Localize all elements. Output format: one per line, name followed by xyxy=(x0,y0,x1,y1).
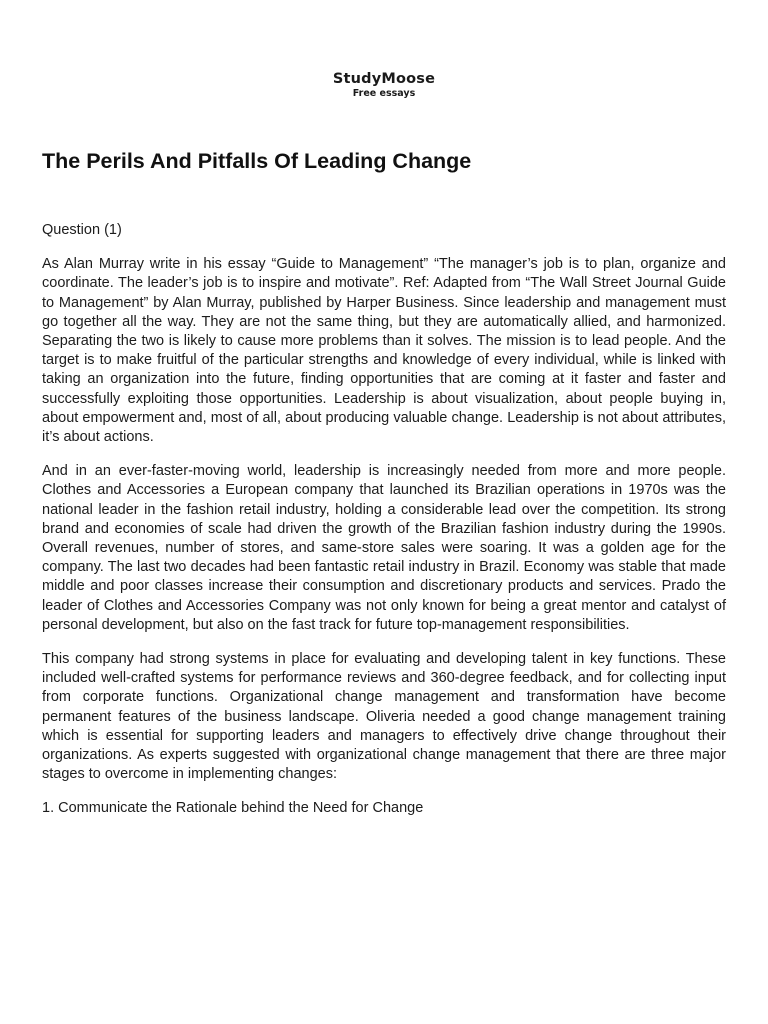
body-paragraph: This company had strong systems in place for evaluating and developing talent in key functions. These included well-crafted systems for performance reviews and 360-degree feedback, and for collecting input from corporate functions. Organizational change management and transformation have become permanent features of the business landscape. Oliveria needed a good change management training which is essential for supporting leaders and managers to effectively drive change throughout their organizations. As experts suggested with organizational change management that there are three major stages to overcome in implementing changes: xyxy=(42,651,726,783)
brand-header xyxy=(0,70,768,100)
brand-tagline: Free essays xyxy=(352,88,416,99)
body-paragraph: And in an ever-faster-moving world, leadership is increasingly needed from more and more people. Clothes and Accessories a European company that launched its Brazilian operations in 1970s was the national leader in the fashion retail industry, holding a considerable lead over the competition. Its strong brand and economies of scale had driven the growth of the Brazilian fashion industry during the 1990s. Overall revenues, number of stores, and same-store sales were soaring. It was a golden age for the company. The last two decades had been fantastic retail industry in Brazil. Economy was stable that made middle and poor classes increase their consumption and discretionary products and services. Prado the leader of Clothes and Accessories Company was not only known for being a great mentor and catalyst of personal development, but also on the fast track for future top-management responsibilities. xyxy=(42,463,726,633)
brand-logo-text: StudyMoose xyxy=(332,71,436,87)
body-paragraph: As Alan Murray write in his essay “Guide to Management” “The manager’s job is to plan, organize and coordinate. The leader’s job is to inspire and motivate”. Ref: Adapted from “The Wall Street Journal Guide to Management” by Alan Murray, published by Harper Business. Since leadership and management must go together all the way. They are not the same thing, but they are automatically allied, and harmonized. Separating the two is likely to cause more problems than it solves. The mission is to lead people. And the target is to make fruitful of the particular strengths and knowledge of every individual, while is linked with taking an organization into the future, finding opportunities that are coming at it faster and faster and successfully exploiting those opportunities. Leadership is about visualization, about people buying in, about empowerment and, most of all, about producing valuable change. Leadership is not about attributes, it’s about actions. xyxy=(42,256,726,446)
document-body xyxy=(42,221,726,834)
numbered-list-item: 1. Communicate the Rationale behind the Need for Change xyxy=(42,800,424,817)
document-title: The Perils And Pitfalls Of Leading Change xyxy=(42,149,472,173)
question-heading: Question (1) xyxy=(42,222,122,238)
